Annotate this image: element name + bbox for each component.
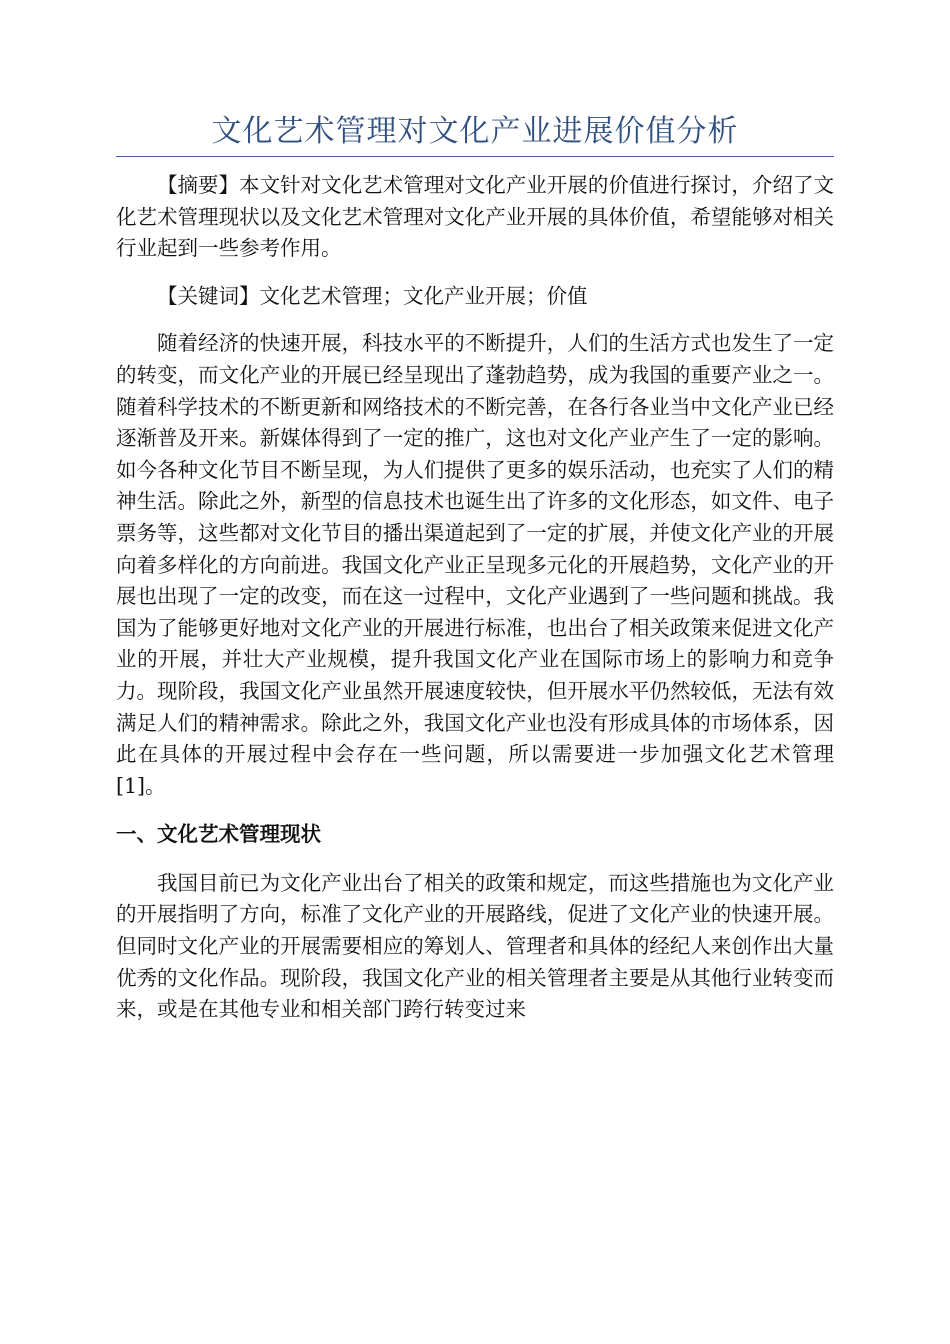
title-block xyxy=(116,112,834,157)
document-body xyxy=(116,170,834,1330)
document-title: 文化艺术管理对文化产业进展价值分析 xyxy=(211,114,739,149)
abstract-paragraph: 【摘要】本文针对文化艺术管理对文化产业开展的价值进行探讨，介绍了文化艺术管理现状以及文化艺术管理对文化产业开展的具体价值，希望能够对相关行业起到一些参考作用。 xyxy=(116,173,834,261)
section-heading: 一、文化艺术管理现状 xyxy=(116,822,321,847)
body-paragraph-1: 随着经济的快速开展，科技水平的不断提升，人们的生活方式也发生了一定的转变，而文化产业的开展已经呈现出了蓬勃趋势，成为我国的重要产业之一。随着科学技术的不断更新和网络技术的不断完善，在各行各业当中文化产业已经逐渐普及开来。新媒体得到了一定的推广，这也对文化产业产生了一定的影响。如今各种文化节目不断呈现，为人们提供了更多的娱乐活动，也充实了人们的精神生活。除此之外，新型的信息技术也诞生出了许多的文化形态，如文件、电子票务等，这些都对文化节目的播出渠道起到了一定的扩展，并使文化产业的开展向着多样化的方向前进。我国文化产业正呈现多元化的开展趋势，文化产业的开展也出现了一定的改变，而在这一过程中，文化产业遇到了一些问题和挑战。我国为了能够更好地对文化产业的开展进行标准，也出台了相关政策来促进文化产业的开展，并壮大产业规模，提升我国文化产业在国际市场上的影响力和竞争力。现阶段，我国文化产业虽然开展速度较快，但开展水平仍然较低，无法有效满足人们的精神需求。除此之外，我国文化产业也没有形成具体的市场体系，因此在具体的开展过程中会存在一些问题，所以需要进一步加强文化艺术管理[1]。 xyxy=(116,331,834,798)
keywords-paragraph: 【关键词】文化艺术管理；文化产业开展；价值 xyxy=(157,283,588,308)
body-paragraph-2: 我国目前已为文化产业出台了相关的政策和规定，而这些措施也为文化产业的开展指明了方向，标准了文化产业的开展路线，促进了文化产业的快速开展。但同时文化产业的开展需要相应的筹划人、管理者和具体的经纪人来创作出大量优秀的文化作品。现阶段，我国文化产业的相关管理者主要是从其他行业转变而来，或是在其他专业和相关部门跨行转变过来 xyxy=(116,870,834,1022)
